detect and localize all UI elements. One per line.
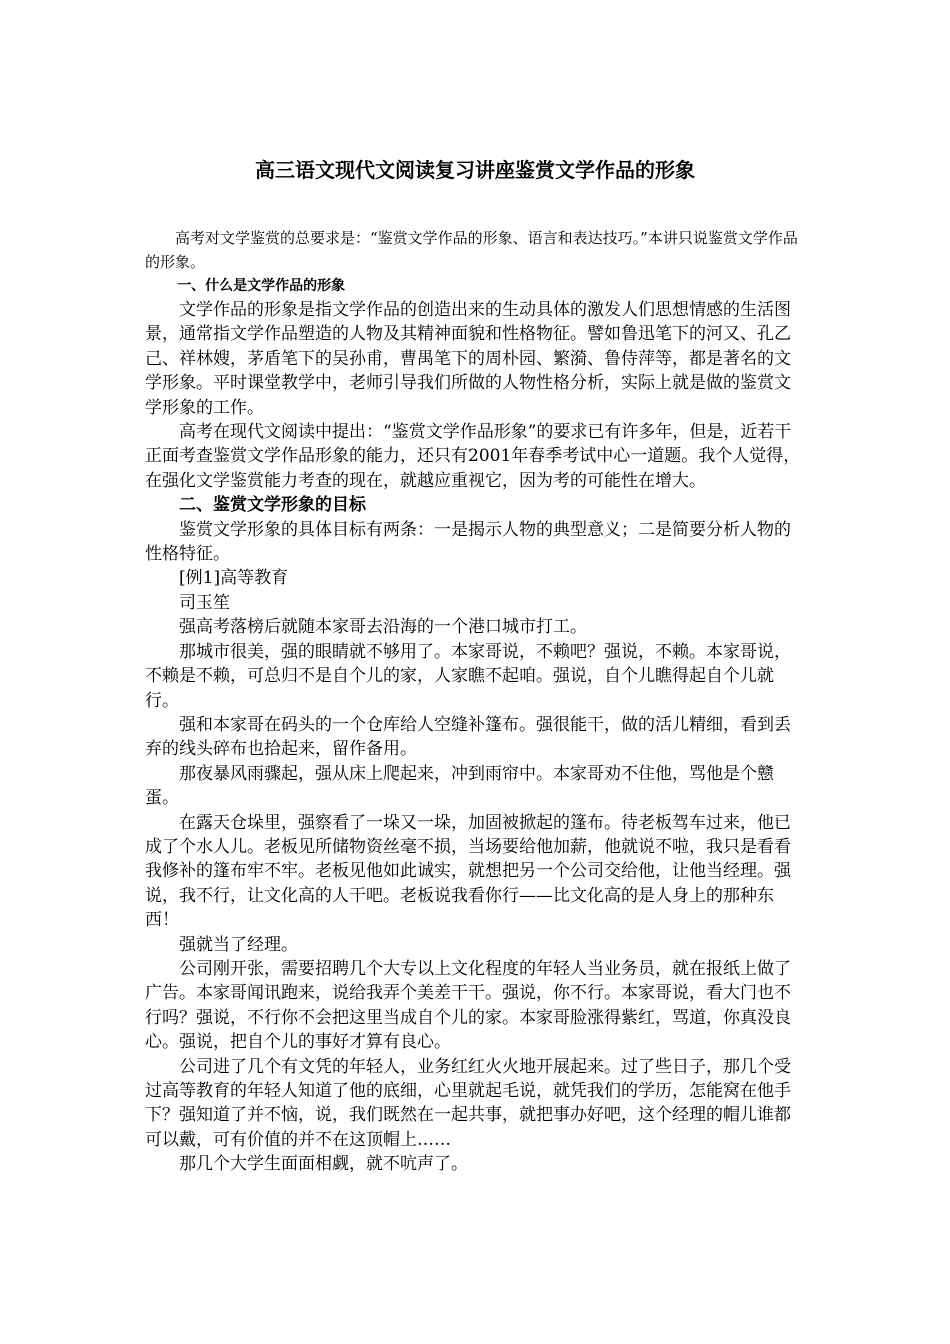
story-paragraph: 公司进了几个有文凭的年轻人，业务红红火火地开展起来。过了些日子，那几个受过高等教育的年轻人知道了他的底细，心里就起毛说，就凭我们的学历，怎能窝在他手下？强知道了并不恼，说，我们既然在一起共事，就把事办好吧，这个经理的帽儿谁都可以戴，可有价值的并不在这顶帽上…… xyxy=(145,1056,791,1150)
body-paragraph: 鉴赏文学形象的具体目标有两条：一是揭示人物的典型意义；二是简要分析人物的性格特征。 xyxy=(145,519,791,565)
story-paragraph: 那几个大学生面面相觑，就不吭声了。 xyxy=(179,1154,468,1175)
document-title: 高三语文现代文阅读复习讲座鉴赏文学作品的形象 xyxy=(255,158,695,182)
example-label: [例1]高等教育 xyxy=(179,568,289,589)
story-paragraph: 强和本家哥在码头的一个仓库给人空缝补篷布。强很能干，做的活儿精细，看到丢弃的线头碎布也拾起来，留作备用。 xyxy=(145,714,791,760)
story-paragraph: 那城市很美，强的眼睛就不够用了。本家哥说，不赖吧？强说，不赖。本家哥说，不赖是不赖，可总归不是自个儿的家，人家瞧不起咱。强说，自个儿瞧得起自个儿就行。 xyxy=(145,641,791,711)
section-heading-1: 一、什么是文学作品的形象 xyxy=(177,278,346,294)
document-body xyxy=(145,226,807,1177)
body-paragraph: 高考在现代文阅读中提出：“鉴赏文学作品形象”的要求已有许多年，但是，近若干正面考查鉴赏文学作品形象的能力，还只有2001年春季考试中心一道题。我个人觉得，在强化文学鉴赏能力考查的现在，就越应重视它，因为考的可能性在增大。 xyxy=(145,422,801,491)
story-paragraph: 公司刚开张，需要招聘几个大专以上文化程度的年轻人当业务员，就在报纸上做了广告。本家哥闻讯跑来，说给我弄个美差干干。强说，你不行。本家哥说，看大门也不行吗？强说，不行你不会把这里当成自个儿的家。本家哥脸涨得紫红，骂道，你真没良心。强说，把自个儿的事好才算有良心。 xyxy=(145,958,791,1053)
story-paragraph: 在露天仓垛里，强察看了一垛又一垛，加固被掀起的篷布。待老板驾车过来，他已成了个水人儿。老板见所储物资丝毫不损，当场要给他加薪，他就说不啦，我只是看看我修补的篷布牢不牢。老板见他如此诚实，就想把另一个公司交给他，让他当经理。强说，我不行，让文化高的人干吧。老板说我看你行——比文化高的是人身上的那种东西！ xyxy=(145,812,791,931)
story-paragraph: 强高考落榜后就随本家哥去沿海的一个港口城市打工。 xyxy=(179,617,587,638)
section-heading-2: 二、鉴赏文学形象的目标 xyxy=(179,495,366,516)
story-paragraph: 强就当了经理。 xyxy=(179,934,298,955)
body-paragraph: 文学作品的形象是指文学作品的创造出来的生动具体的激发人们思想情感的生活图景，通常指文学作品塑造的人物及其精神面貌和性格物征。譬如鲁迅笔下的河又、孔乙己、祥林嫂，茅盾笔下的吴孙甫，曹禺笔下的周朴园、繁漪、鲁侍萍等，都是著名的文学形象。平时课堂教学中，老师引导我们所做的人物性格分析，实际上就是做的鉴赏文学形象的工作。 xyxy=(145,300,791,418)
story-paragraph: 那夜暴风雨骤起，强从床上爬起来，冲到雨帘中。本家哥劝不住他，骂他是个戆蛋。 xyxy=(145,763,774,809)
author-name: 司玉笙 xyxy=(179,592,230,613)
intro-paragraph: 高考对文学鉴赏的总要求是：“鉴赏文学作品的形象、语言和表达技巧。”本讲只说鉴赏文学作品的形象。 xyxy=(145,229,798,271)
